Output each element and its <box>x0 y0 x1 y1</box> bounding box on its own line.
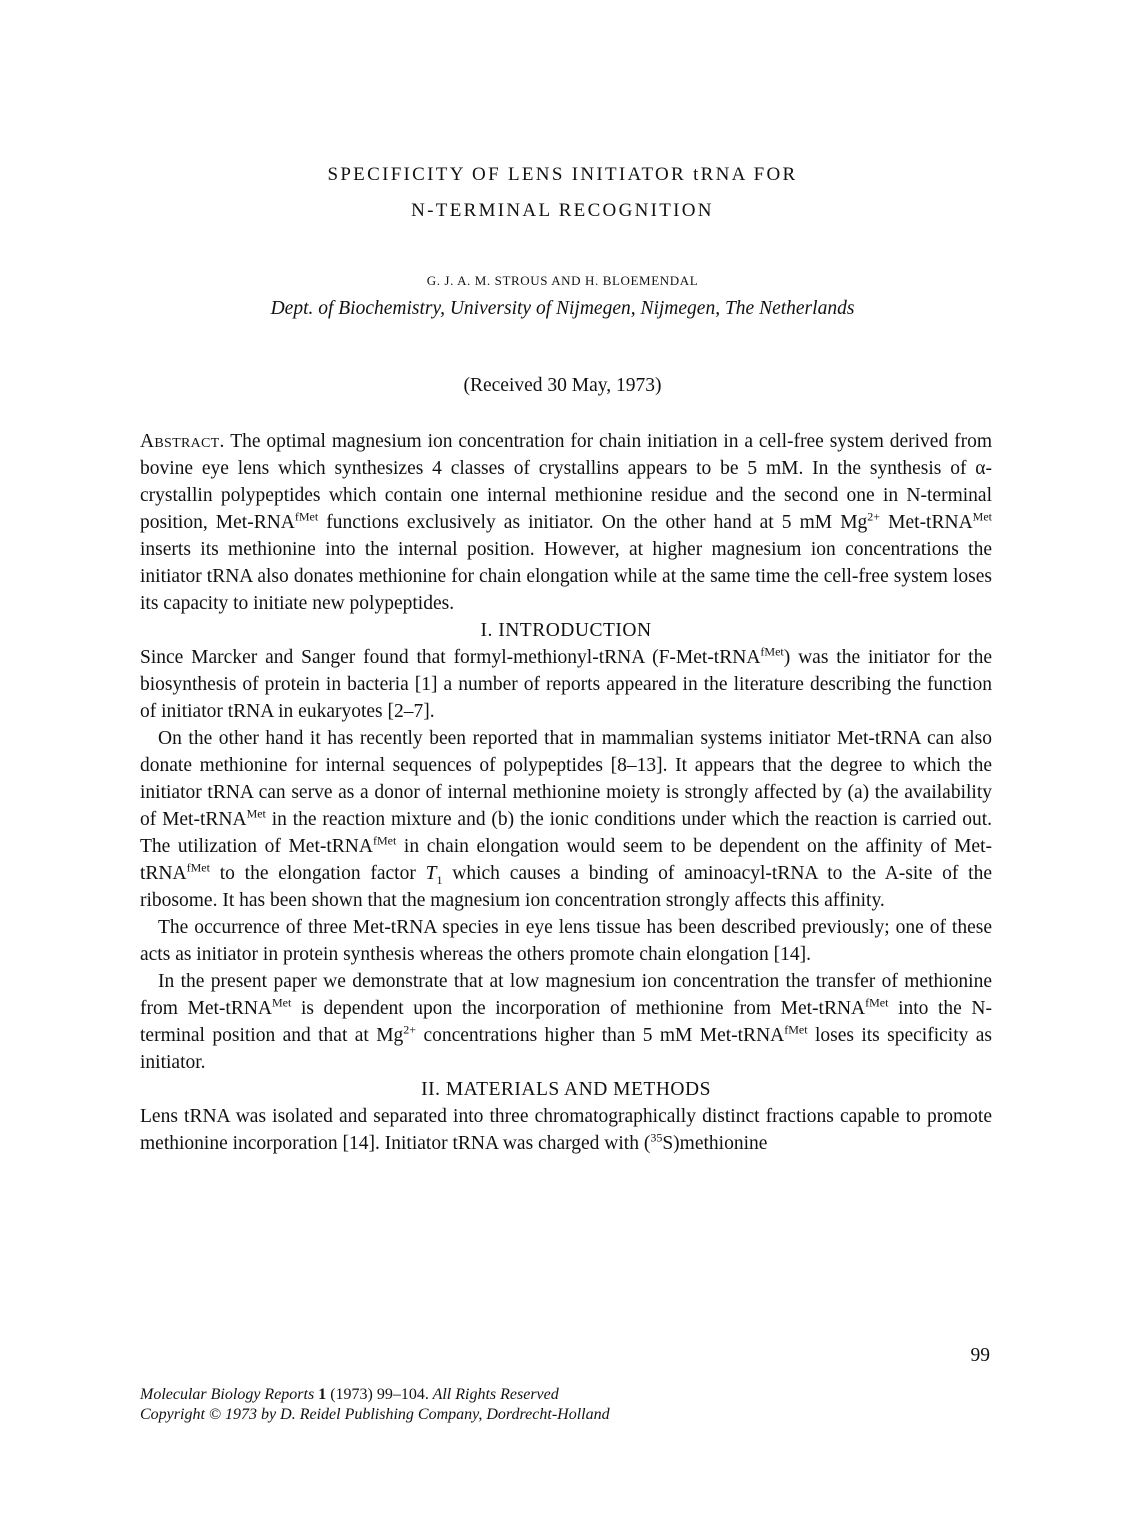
paper-body <box>140 428 992 1157</box>
authors: G. J. A. M. STROUS AND H. BLOEMENDAL <box>426 273 699 288</box>
footer-citation <box>140 1385 610 1425</box>
affiliation: Dept. of Biochemistry, University of Nijmegen, Nijmegen, The Netherlands <box>270 298 855 319</box>
rights-text: All Rights Reserved <box>432 1386 559 1403</box>
section-heading-materials-methods: II. MATERIALS AND METHODS <box>421 1079 711 1100</box>
title-line-2: N-TERMINAL RECOGNITION <box>411 200 714 221</box>
journal-year-pages: (1973) 99–104. <box>330 1386 429 1403</box>
abstract-label: Abstract. <box>140 431 225 452</box>
intro-paragraph-3: The occurrence of three Met-tRNA species in eye lens tissue has been described previously; one of these acts as initiator in protein synthesis whereas the others promote chain elongation [14]. <box>140 917 992 965</box>
section-heading-introduction: I. INTRODUCTION <box>480 620 652 641</box>
intro-paragraph-1: Since Marcker and Sanger found that formyl-methionyl-tRNA (F-Met-tRNA$^{fMet}$) was the initiator for the biosynthesis of protein in bacteria [1] a number of reports appeared in the literature describing the function of initiator tRNA in eukaryotes [2–7]. <box>140 644 992 722</box>
journal-name: Molecular Biology Reports <box>140 1386 315 1403</box>
methods-paragraph-1: Lens tRNA was isolated and separated into three chromatographically distinct fractions capable to promote methionine incorporation [14]. Initiator tRNA was charged with ($^{35}$S)methionine <box>140 1106 992 1154</box>
intro-paragraph-2: On the other hand it has recently been reported that in mammalian systems initiator Met-tRNA can also donate methionine for internal sequences of polypeptides [8–13]. It appears that the degree to which the initiator tRNA can serve as a donor of internal methionine moiety is strongly affected by (a) the availability of Met-tRNA$^{Met}$ in the reaction mixture and (b) the ionic conditions under which the reaction is carried out. The utilization of Met-tRNA$^{fMet}$ in chain elongation would seem to be dependent on the affinity of Met-tRNA$^{fMet}$ to the elongation factor $T_1$ which causes a binding of aminoacyl-tRNA to the A-site of the ribosome. It has been shown that the magnesium ion concentration strongly affects this affinity. <box>140 728 993 911</box>
journal-volume: 1 <box>318 1386 327 1403</box>
title-line-1: SPECIFICITY OF LENS INITIATOR tRNA FOR <box>327 164 798 185</box>
elongation-factor: T <box>425 863 437 884</box>
footer-journal-line <box>140 1385 610 1405</box>
footer-copyright: Copyright © 1973 by D. Reidel Publishing Company, Dordrecht-Holland <box>140 1406 610 1423</box>
intro-paragraph-4: In the present paper we demonstrate that at low magnesium ion concentration the transfer of methionine from Met-tRNA$^{Met}$ is dependent upon the incorporation of methionine from Met-tRNA$^{fMet}$ into the N-terminal position and that at $Mg^{2+}$ concentrations higher than 5 mM Met-tRNA$^{fMet}$ loses its specificity as initiator. <box>140 971 993 1073</box>
received-date: (Received 30 May, 1973) <box>463 375 662 396</box>
abstract: Abstract. The optimal magnesium ion concentration for chain initiation in a cell-free system derived from bovine eye lens which synthesizes 4 classes of crystallins appears to be 5 mM. In the synthesis of α-crystallin polypeptides which contain one internal methionine residue and the second one in N-terminal position, Met-$RNA^{fMet}$ functions exclusively as initiator. On the other hand at 5 mM $Mg^{2+}$ Met-tRNA$^{Met}$ inserts its methionine into the internal position. However, at higher magnesium ion concentrations the initiator tRNA also donates methionine for chain elongation while at the same time the cell-free system loses its capacity to initiate new polypeptides. <box>140 431 992 614</box>
page-number: 99 <box>970 1345 990 1366</box>
paper-title <box>140 157 985 229</box>
